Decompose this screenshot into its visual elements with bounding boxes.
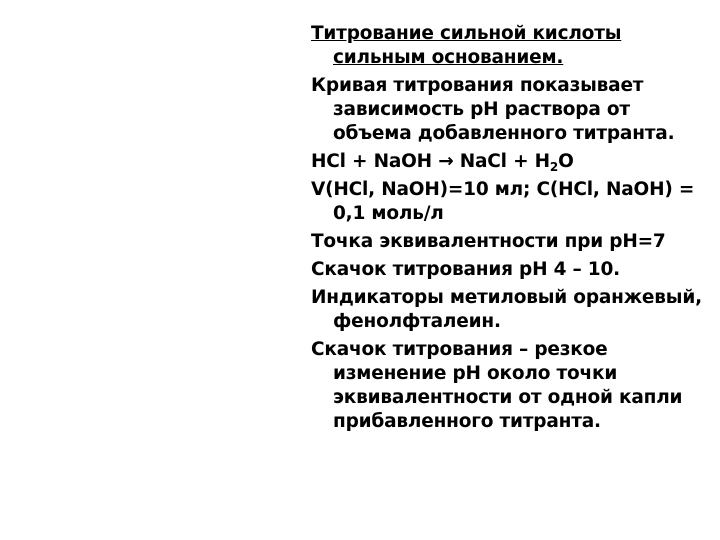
equation-left: HCl + NaOH → NaCl + H <box>311 151 550 172</box>
slide-title: Титрование сильной кислоты сильным основанием. <box>311 23 622 68</box>
paragraph-titration-jump: Скачок титрования pH 4 – 10. <box>311 259 620 280</box>
equation-right: O <box>558 151 574 172</box>
paragraph-equivalence-point: Точка эквивалентности при pH=7 <box>311 231 666 252</box>
paragraph-titration-curve: Кривая титрования показывает зависимость pH раствора от объема добавленного титранта. <box>311 75 675 144</box>
reaction-equation <box>311 150 711 174</box>
slide-text-block <box>311 22 711 438</box>
paragraph-indicators: Индикаторы метиловый оранжевый, фенолфталеин. <box>311 287 702 332</box>
equation-subscript: 2 <box>549 160 559 174</box>
paragraph-jump-definition: Скачок титрования – резкое изменение pH около точки эквивалентности от одной капли прибавленного титранта. <box>311 339 683 432</box>
paragraph-volume-concentration: V(HCl, NaOH)=10 мл; C(HCl, NaOH) = 0,1 моль/л <box>311 179 695 224</box>
